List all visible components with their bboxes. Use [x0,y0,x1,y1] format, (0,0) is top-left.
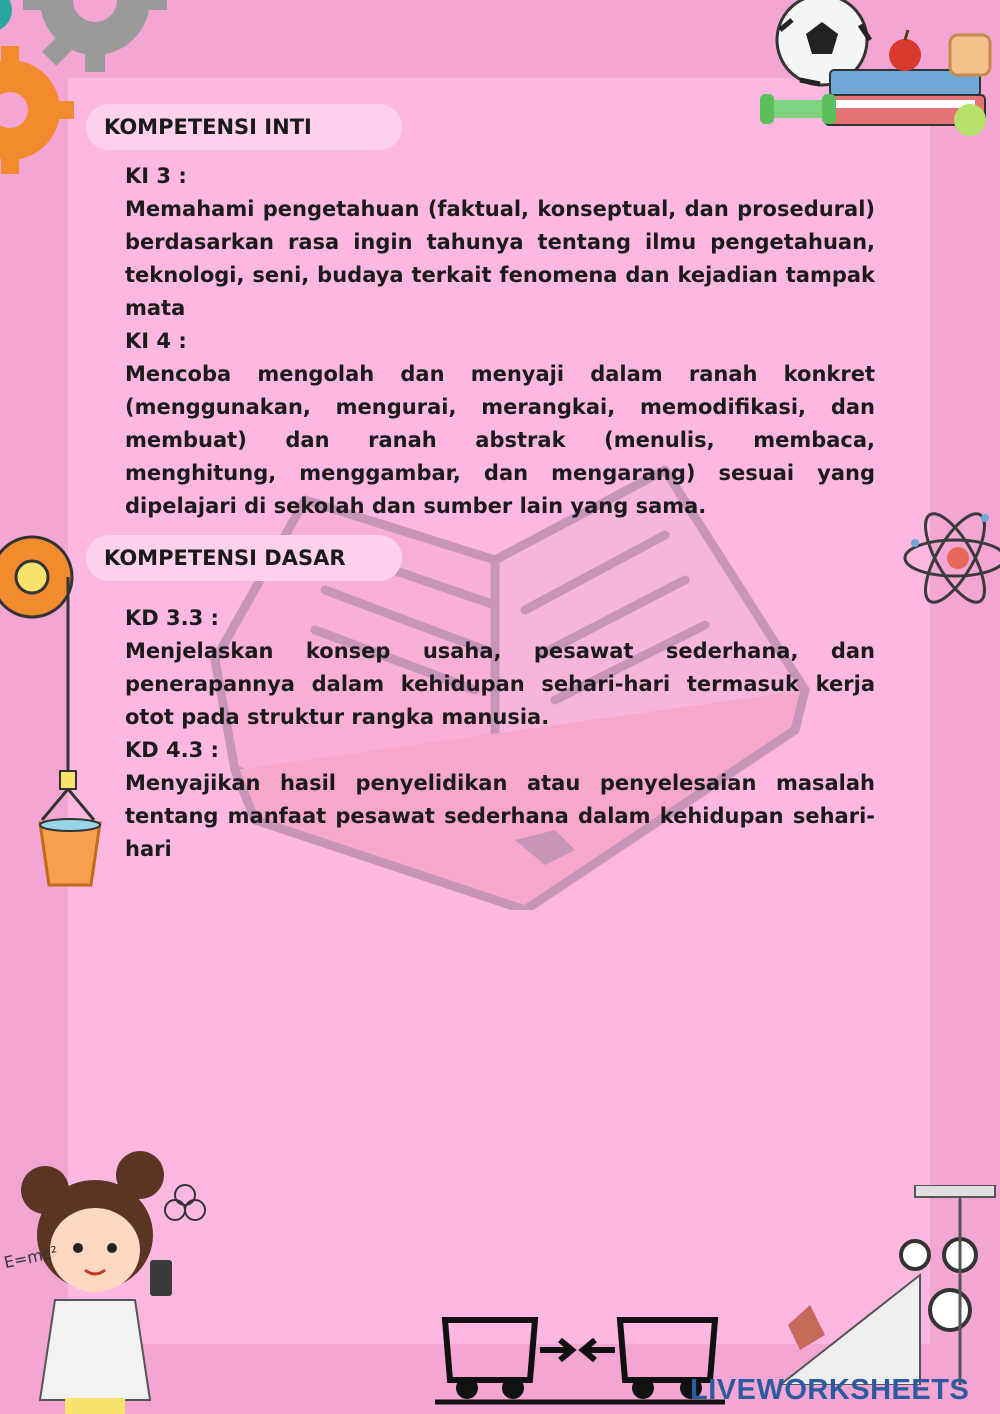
ki4-text: Mencoba mengolah dan menyaji dalam ranah konkret (menggunakan, mengurai, merangkai, memodifikasi, dan membuat) dan ranah abstrak (menulis, membaca, menghitung, menggambar, dan mengarang) sesuai yang dipelajari di sekolah dan sumber lain yang sama. [125,362,875,518]
liveworksheets-watermark: LIVEWORKSHEETS [690,1374,970,1406]
bucket-icon [35,815,105,890]
ki-heading: KOMPETENSI INTI [86,104,402,150]
carts-icon [435,1310,725,1414]
ki4-label: KI 4 : [125,329,187,353]
books-icon [760,0,1000,150]
kd33-text: Menjelaskan konsep usaha, pesawat sederhana, dan penerapannya dalam kehidupan sehari-hari termasuk kerja otot pada struktur rangka manusia. [125,639,875,729]
kd43-label: KD 4.3 : [125,738,219,762]
kd43-text: Menyajikan hasil penyelidikan atau penyelesaian masalah tentang manfaat pesawat sederhana dalam kehidupan sehari-hari [125,771,875,861]
atom-icon [900,498,1000,618]
kd-heading: KOMPETENSI DASAR [86,535,402,581]
formula-text: E=mc² [2,1242,60,1273]
kd-section [125,602,875,866]
ki-section [125,160,875,523]
scientist-girl-icon [0,1150,215,1414]
pulley-machine-icon [770,1185,1000,1385]
kd33-label: KD 3.3 : [125,606,219,630]
gear-icon [0,0,180,180]
ki3-label: KI 3 : [125,164,187,188]
ki3-text: Memahami pengetahuan (faktual, konseptual, dan prosedural) berdasarkan rasa ingin tahunya tentang ilmu pengetahuan, teknologi, seni, budaya terkait fenomena dan kejadian tampak mata [125,197,875,320]
